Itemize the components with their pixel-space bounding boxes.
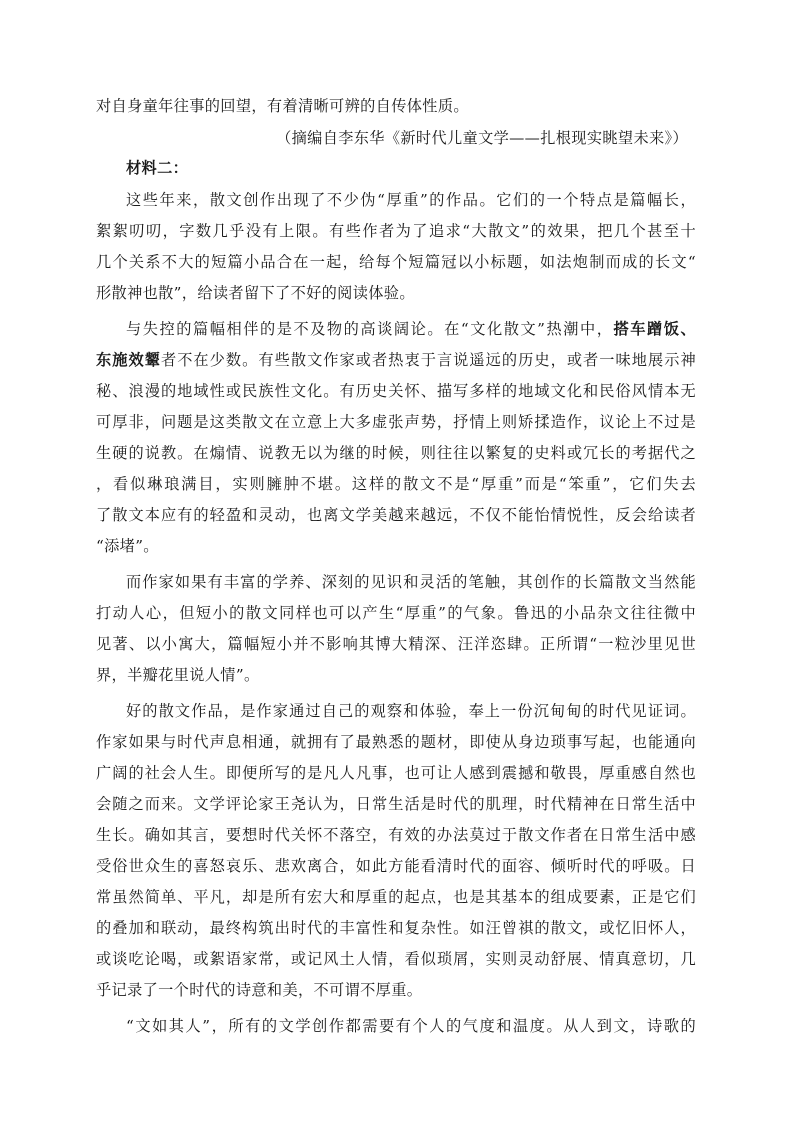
text-line: 好的散文作品，是作家通过自己的观察和体验，奉上一份沉甸甸的时代见证词。 (126, 702, 696, 720)
text-line: 形散神也散”，给读者留下了不好的阅读体验。 (96, 284, 415, 302)
text-line: “文如其人”，所有的文学创作都需要有个人的气度和温度。从人到文，诗歌的 (126, 1017, 696, 1035)
text-line: 絮絮叨叨，字数几乎没有上限。有些作者为了追求“大散文”的效果，把几个甚至十 (96, 222, 696, 240)
text-line: ，看似琳琅满目，实则臃肿不堪。这样的散文不是“厚重”而是“笨重”，它们失去 (96, 475, 696, 493)
text-line: 打动人心，但短小的散文同样也可以产生“厚重”的气象。鲁迅的小品杂文往往微中 (96, 604, 696, 622)
text-line: 广阔的社会人生。即便所写的是凡人凡事，也可让人感到震撼和敬畏，厚重感自然也 (96, 764, 696, 782)
text-line: 了散文本应有的轻盈和灵动，也离文学美越来越远，不仅不能怡情悦性，反会给读者 (96, 506, 696, 524)
text-line: 乎记录了一个时代的诗意和美，不可谓不厚重。 (96, 981, 423, 999)
text-line: “添堵”。 (96, 537, 159, 555)
text-line: 受俗世众生的喜怒哀乐、悲欢离合，如此方能看清时代的面容、倾听时代的呼吸。日 (96, 857, 696, 875)
text-line: 作家如果与时代声息相通，就拥有了最熟悉的题材，即使从身边琐事写起，也能通向 (96, 733, 696, 751)
text-segment: 与失控的篇幅相伴的是不及物的高谈阔论。在“文化散文”热潮中， (126, 320, 614, 338)
text-line: 生硬的说教。在煽情、说教无以为继的时候，则往往以繁复的史料或冗长的考据代之 (96, 444, 696, 462)
text-line: 而作家如果有丰富的学养、深刻的见识和灵活的笔触，其创作的长篇散文当然能 (126, 573, 696, 591)
citation-line: （摘编自李东华《新时代儿童文学——扎根现实眺望未来》） (276, 129, 688, 147)
text-line: 常虽然简单、平凡，却是所有宏大和厚重的起点，也是其基本的组成要素，正是它们 (96, 888, 696, 906)
text-line: 会随之而来。文学评论家王尧认为，日常生活是时代的肌理，时代精神在日常生活中 (96, 795, 696, 813)
text-line: 秘、浪漫的地域性或民族性文化。有历史关怀、描写多样的地域文化和民俗风情本无 (96, 382, 696, 400)
text-line: 这些年来，散文创作出现了不少伪“厚重”的作品。它们的一个特点是篇幅长， (126, 191, 696, 209)
bold-phrase: 东施效颦 (96, 351, 161, 369)
text-line: 或谈吃论喝，或絮语家常，或记风土人情，看似琐屑，实则灵动舒展、情真意切，几 (96, 950, 696, 968)
text-line: 对自身童年往事的回望，有着清晰可辨的自传体性质。 (96, 97, 469, 115)
text-line: 的叠加和联动，最终构筑出时代的丰富性和复杂性。如汪曾祺的散文，或忆旧怀人， (96, 919, 696, 937)
text-line (96, 349, 696, 371)
text-line (126, 318, 696, 340)
text-line: 界，半瓣花里说人情”。 (96, 666, 260, 684)
text-line: 见著、以小寓大，篇幅短小并不影响其博大精深、汪洋恣肆。正所谓“一粒沙里见世 (96, 635, 696, 653)
text-line: 生长。确如其言，要想时代关怀不落空，有效的办法莫过于散文作者在日常生活中感 (96, 826, 696, 844)
section-heading: 材料二： (126, 159, 189, 177)
text-line: 可厚非，问题是这类散文在立意上大多虚张声势，抒情上则矫揉造作，议论上不过是 (96, 413, 696, 431)
text-line: 几个关系不大的短篇小品合在一起，给每个短篇冠以小标题，如法炮制而成的长文“ (96, 253, 696, 271)
bold-phrase: 搭车蹭饭、 (613, 320, 696, 338)
text-segment: 者不在少数。有些散文作家或者热衷于言说遥远的历史，或者一味地展示神 (160, 351, 696, 369)
